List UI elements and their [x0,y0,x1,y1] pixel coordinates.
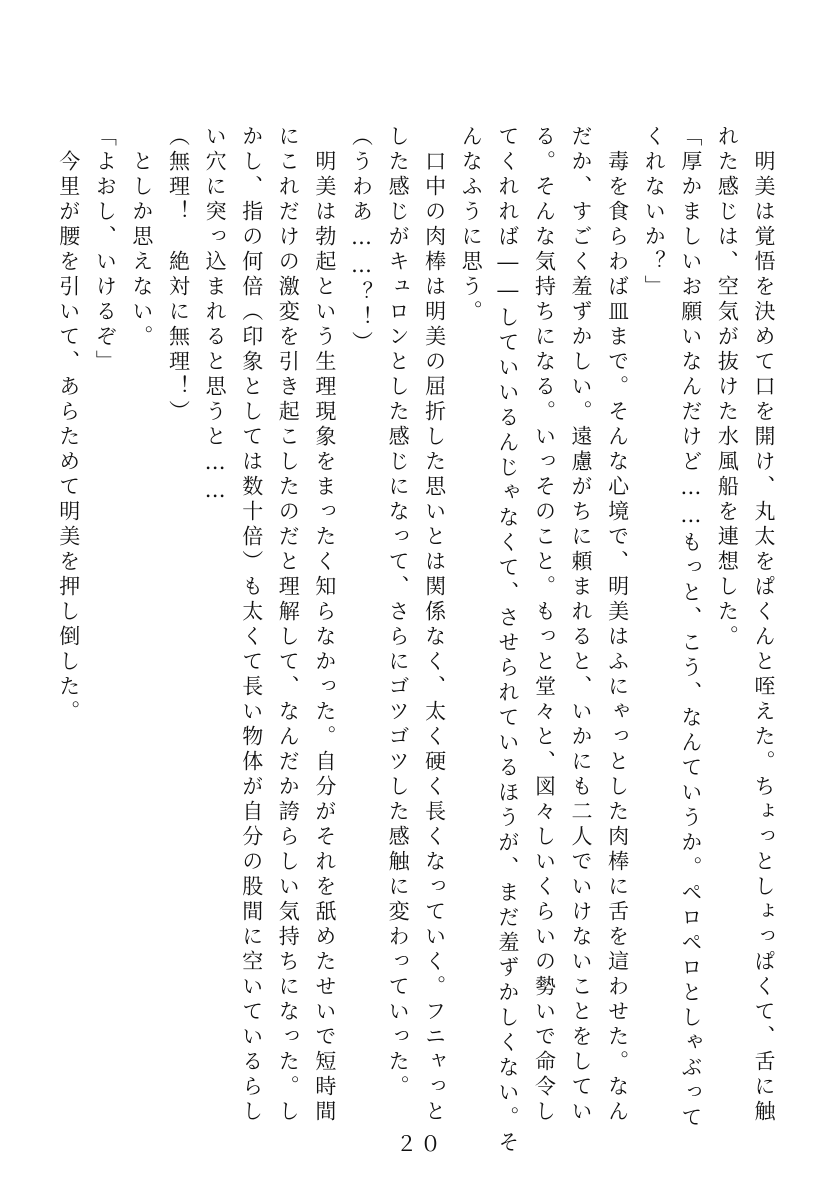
text-line-11: した感じがキュロンとした感じになって、さらにゴツゴツした感触に変わっていった。 [386,125,411,1100]
text-line-19: 「よおし、いけるぞ」 [93,125,118,375]
text-line-2: れた感じは、空気が抜けた水風船を連想した。 [715,125,740,650]
text-line-3: 「厚かましいお願いなんだけど……もっと、こう、なんていうか。ペロペロとしゃぶって [678,125,703,1131]
text-line-8: てくれれば――していいるんじゃなくて、させられているほうが、まだ羞ずかしくない。そ [495,125,520,1156]
text-line-4: くれないか？」 [642,125,667,300]
text-line-6: だか、すごく羞ずかしい。遠慮がちに頼まれると、いかにも二人でいけないことをしてい [569,125,594,1125]
text-line-17: （無理！ 絶対に無理！） [166,125,191,425]
text-line-1: 明美は覚悟を決めて口を開け、丸太をぱくんと咥えた。ちょっとしょっぱくて、舌に触 [752,125,776,1125]
text-line-20: 今里が腰を引いて、あらためて明美を押し倒した。 [56,125,81,725]
text-line-7: る。そんな気持ちになる。いっそのこと。もっと堂々と、図々しいくらいの勢いで命令し [532,125,557,1125]
text-line-14: にこれだけの激変を引き起こしたのだと理解して、なんだか誇らしい気持ちになった。し [276,125,301,1125]
text-line-12: （うわあ……？！） [349,125,374,356]
text-line-15: かし、指の何倍（印象としては数十倍）も太くて長い物体が自分の股間に空いているらし [239,125,264,1125]
text-line-16: い穴に突っ込まれると思うと…… [203,125,228,506]
text-line-5: 毒を食らわば皿まで。そんな心境で、明美はふにゃっとした肉棒に舌を這わせた。なん [605,125,630,1125]
text-line-18: としか思えない。 [129,125,154,350]
text-line-10: 口中の肉棒は明美の屈折した思いとは関係なく、太く硬く長くなっていく。フニャっと [422,125,447,1125]
page-number: ２０ [396,1132,444,1156]
text-line-9: んなふうに思う。 [459,125,484,325]
text-line-13: 明美は勃起という生理現象をまったく知らなかった。自分がそれを舐めたせいで短時間 [312,125,337,1125]
